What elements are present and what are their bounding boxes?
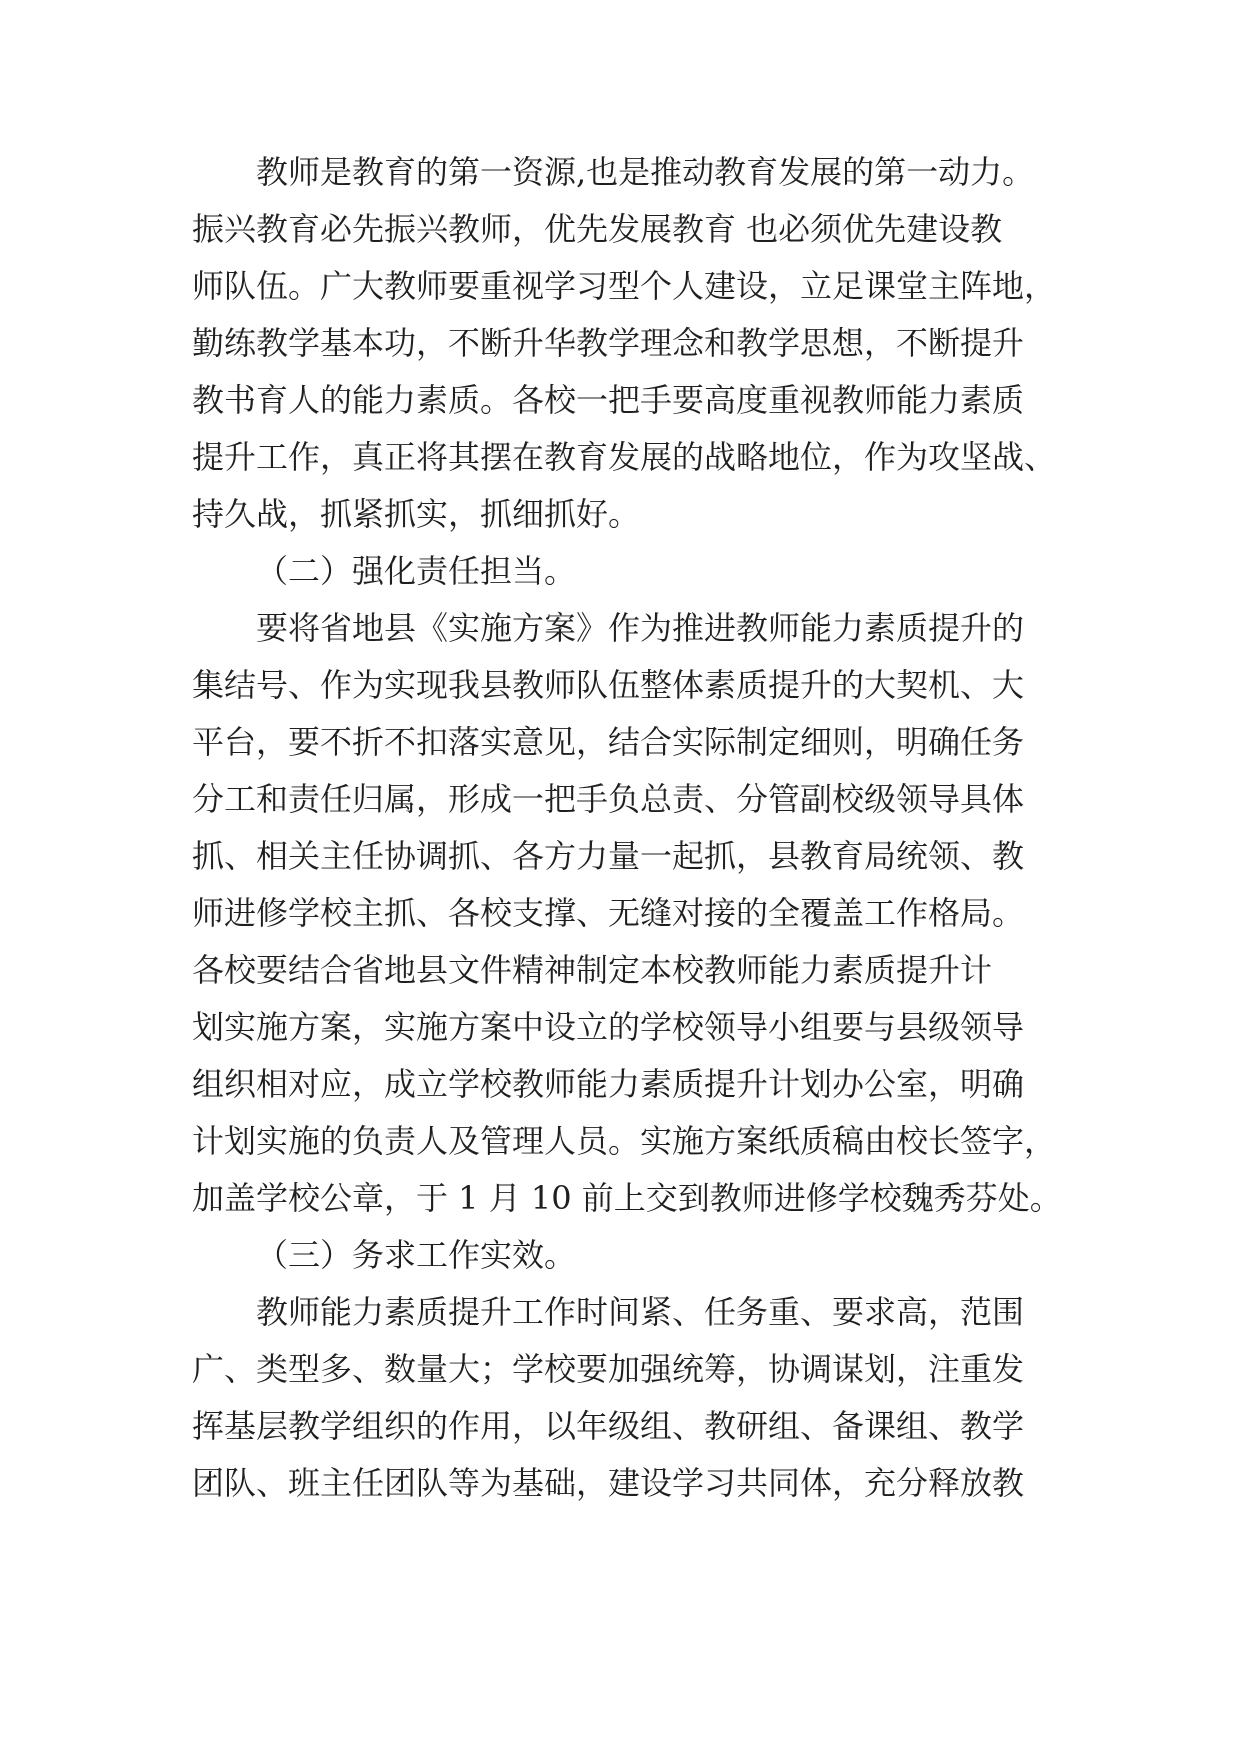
paragraph-line: 团队、班主任团队等为基础，建设学习共同体，充分释放教 [192, 1464, 1025, 1502]
paragraph-line: 勤练教学基本功，不断升华教学理念和教学思想，不断提升 [192, 324, 1025, 362]
paragraph-line: 集结号、作为实现我县教师队伍整体素质提升的大契机、大 [192, 666, 1025, 704]
paragraph-line: 抓、相关主任协调抓、各方力量一起抓，县教育局统领、教 [192, 837, 1025, 875]
paragraph-line: 振兴教育必先振兴教师，优先发展教育 也必须优先建设教 [192, 210, 1003, 248]
paragraph-line: 教师能力素质提升工作时间紧、任务重、要求高，范围 [256, 1293, 1025, 1331]
section-heading: （三）务求工作实效。 [256, 1236, 577, 1274]
paragraph-line: 师队伍。广大教师要重视学习型个人建设，立足课堂主阵地， [192, 267, 1057, 305]
paragraph-line: 计划实施的负责人及管理人员。实施方案纸质稿由校长签字， [192, 1122, 1057, 1160]
paragraph-line: 广、类型多、数量大；学校要加强统筹，协调谋划，注重发 [192, 1350, 1025, 1388]
paragraph-line: 持久战，抓紧抓实，抓细抓好。 [192, 495, 641, 533]
paragraph-line: 挥基层教学组织的作用，以年级组、教研组、备课组、教学 [192, 1407, 1025, 1445]
paragraph-line: 教师是教育的第一资源,也是推动教育发展的第一动力。 [256, 153, 1035, 191]
paragraph-line: 师进修学校主抓、各校支撑、无缝对接的全覆盖工作格局。 [192, 894, 1025, 932]
paragraph-line: 划实施方案，实施方案中设立的学校领导小组要与县级领导 [192, 1008, 1025, 1046]
section-heading: （二）强化责任担当。 [256, 552, 577, 590]
paragraph-line: 各校要结合省地县文件精神制定本校教师能力素质提升计 [192, 951, 993, 989]
paragraph-line: 组织相对应，成立学校教师能力素质提升计划办公室，明确 [192, 1065, 1025, 1103]
paragraph-line: 平台，要不折不扣落实意见，结合实际制定细则，明确任务 [192, 723, 1025, 761]
paragraph-line: 提升工作，真正将其摆在教育发展的战略地位，作为攻坚战、 [192, 438, 1057, 476]
paragraph-line: 加盖学校公章，于 1 月 10 前上交到教师进修学校魏秀芬处。 [192, 1179, 1062, 1217]
paragraph-line: 教书育人的能力素质。各校一把手要高度重视教师能力素质 [192, 381, 1025, 419]
paragraph-line: 要将省地县《实施方案》作为推进教师能力素质提升的 [256, 609, 1025, 647]
paragraph-line: 分工和责任归属，形成一把手负总责、分管副校级领导具体 [192, 780, 1025, 818]
